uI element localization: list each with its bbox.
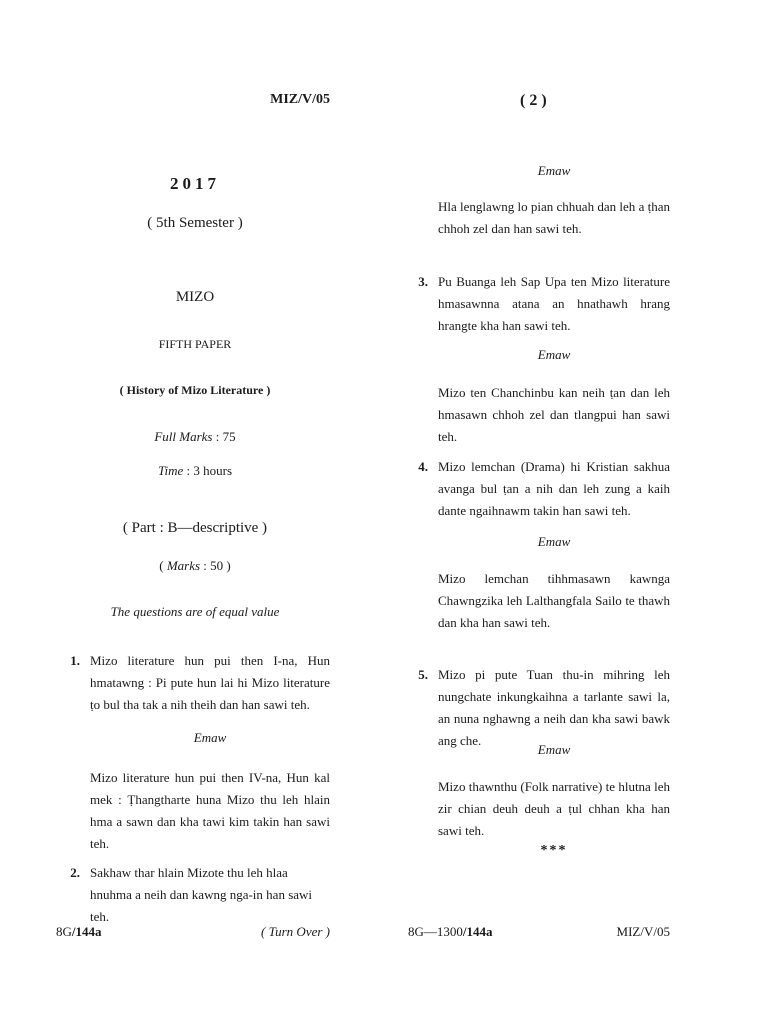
question-2-text: Sakhaw thar hlain Mizote thu leh hlaa hnuhma a neih dan kawng nga-in han sawi teh. (90, 865, 313, 924)
full-marks-label: Full Marks (154, 429, 213, 444)
part-marks (60, 558, 330, 574)
question-2-or: Emaw (537, 163, 571, 178)
time-value: : 3 hours (183, 463, 233, 478)
question-2-alternative: Hla lenglawng lo pian chhuah dan leh a ṭhan chhoh zel dan han sawi teh. (438, 199, 670, 236)
question-4-or: Emaw (537, 534, 571, 549)
paper-number: FIFTH PAPER (158, 337, 232, 351)
exam-year: 2017 (170, 174, 220, 193)
footer-print-bold: /144a (462, 924, 493, 939)
question-1-or: Emaw (193, 730, 227, 745)
question-5 (408, 664, 670, 752)
footer-print-code (408, 924, 493, 940)
question-1-alternative: Mizo literature hun pui then IV-na, Hun kal mek : Ṭhangtharte huna Mizo thu leh hlain hma a sawn dan kha tawi kim takin han sawi teh. (90, 770, 330, 851)
time-allowed (60, 463, 330, 479)
turn-over: ( Turn Over ) (261, 924, 330, 939)
question-5-or: Emaw (537, 742, 571, 757)
question-1-number: 1. (70, 653, 80, 668)
question-4-text: Mizo lemchan (Drama) hi Kristian sakhua avanga bul ṭan a nih dan leh zung a kaih dante ngaihnawm takin han sawi teh. (438, 459, 670, 518)
footer-paper-code: MIZ/V/05 (616, 924, 670, 939)
full-marks-value: : 75 (212, 429, 236, 444)
semester: ( 5th Semester ) (147, 215, 243, 231)
part-marks-label: Marks (166, 558, 201, 573)
part-heading: ( Part : B—descriptive ) (122, 520, 268, 536)
end-of-paper-mark: *** (540, 843, 568, 858)
question-3 (408, 271, 670, 337)
question-3-alternative: Mizo ten Chanchinbu kan neih ṭan dan leh hmasawn chhoh zel dan tlangpui han sawi teh. (438, 385, 670, 444)
question-2 (60, 862, 330, 928)
question-4-alternative: Mizo lemchan tihhmasawn kawnga Chawngzika leh Lalthangfala Sailo te thawh dan kha han sawi teh. (438, 571, 670, 630)
question-4-number: 4. (418, 459, 428, 474)
question-5-text: Mizo pi pute Tuan thu-in mihring leh nungchate inkungkaihna a tarlante sawi la, an nuna nghawng a neih dan kha sawi bawk ang che. (438, 667, 670, 748)
footer-code-prefix: 8G (56, 924, 72, 939)
left-page (56, 0, 330, 1024)
time-label: Time (157, 463, 184, 478)
question-2-number: 2. (70, 865, 80, 880)
part-marks-value: : 50 ) (200, 558, 231, 573)
footer-code (56, 924, 102, 940)
question-5-alternative: Mizo thawnthu (Folk narrative) te hlutna leh zir chian deuh deuh a ṭul chhan kha han sawi teh. (438, 779, 670, 838)
footer-print-prefix: 8G—1300 (408, 924, 463, 939)
page-number: ( 2 ) (520, 92, 547, 109)
question-3-text: Pu Buanga leh Sap Upa ten Mizo literature hmasawnna atana an hnathawh hrang hrangte kha han sawi teh. (438, 274, 670, 333)
question-1 (60, 650, 330, 716)
question-4 (408, 456, 670, 522)
question-1-text: Mizo literature hun pui then I-na, Hun hmatawng : Pi pute hun lai hi Mizo literature ṭo bul tha tak a nih theih dan han sawi teh. (90, 653, 330, 712)
equal-value-note: The questions are of equal value (110, 604, 280, 619)
paper-title: ( History of Mizo Literature ) (119, 383, 271, 397)
question-3-number: 3. (418, 274, 428, 289)
part-marks-open: ( (159, 558, 167, 573)
full-marks (60, 429, 330, 445)
paper-code-header: MIZ/V/05 (270, 92, 330, 107)
footer-code-bold: /144a (71, 924, 102, 939)
subject-title: MIZO (175, 289, 215, 305)
right-page (408, 0, 670, 1024)
question-3-or: Emaw (537, 347, 571, 362)
question-5-number: 5. (418, 667, 428, 682)
